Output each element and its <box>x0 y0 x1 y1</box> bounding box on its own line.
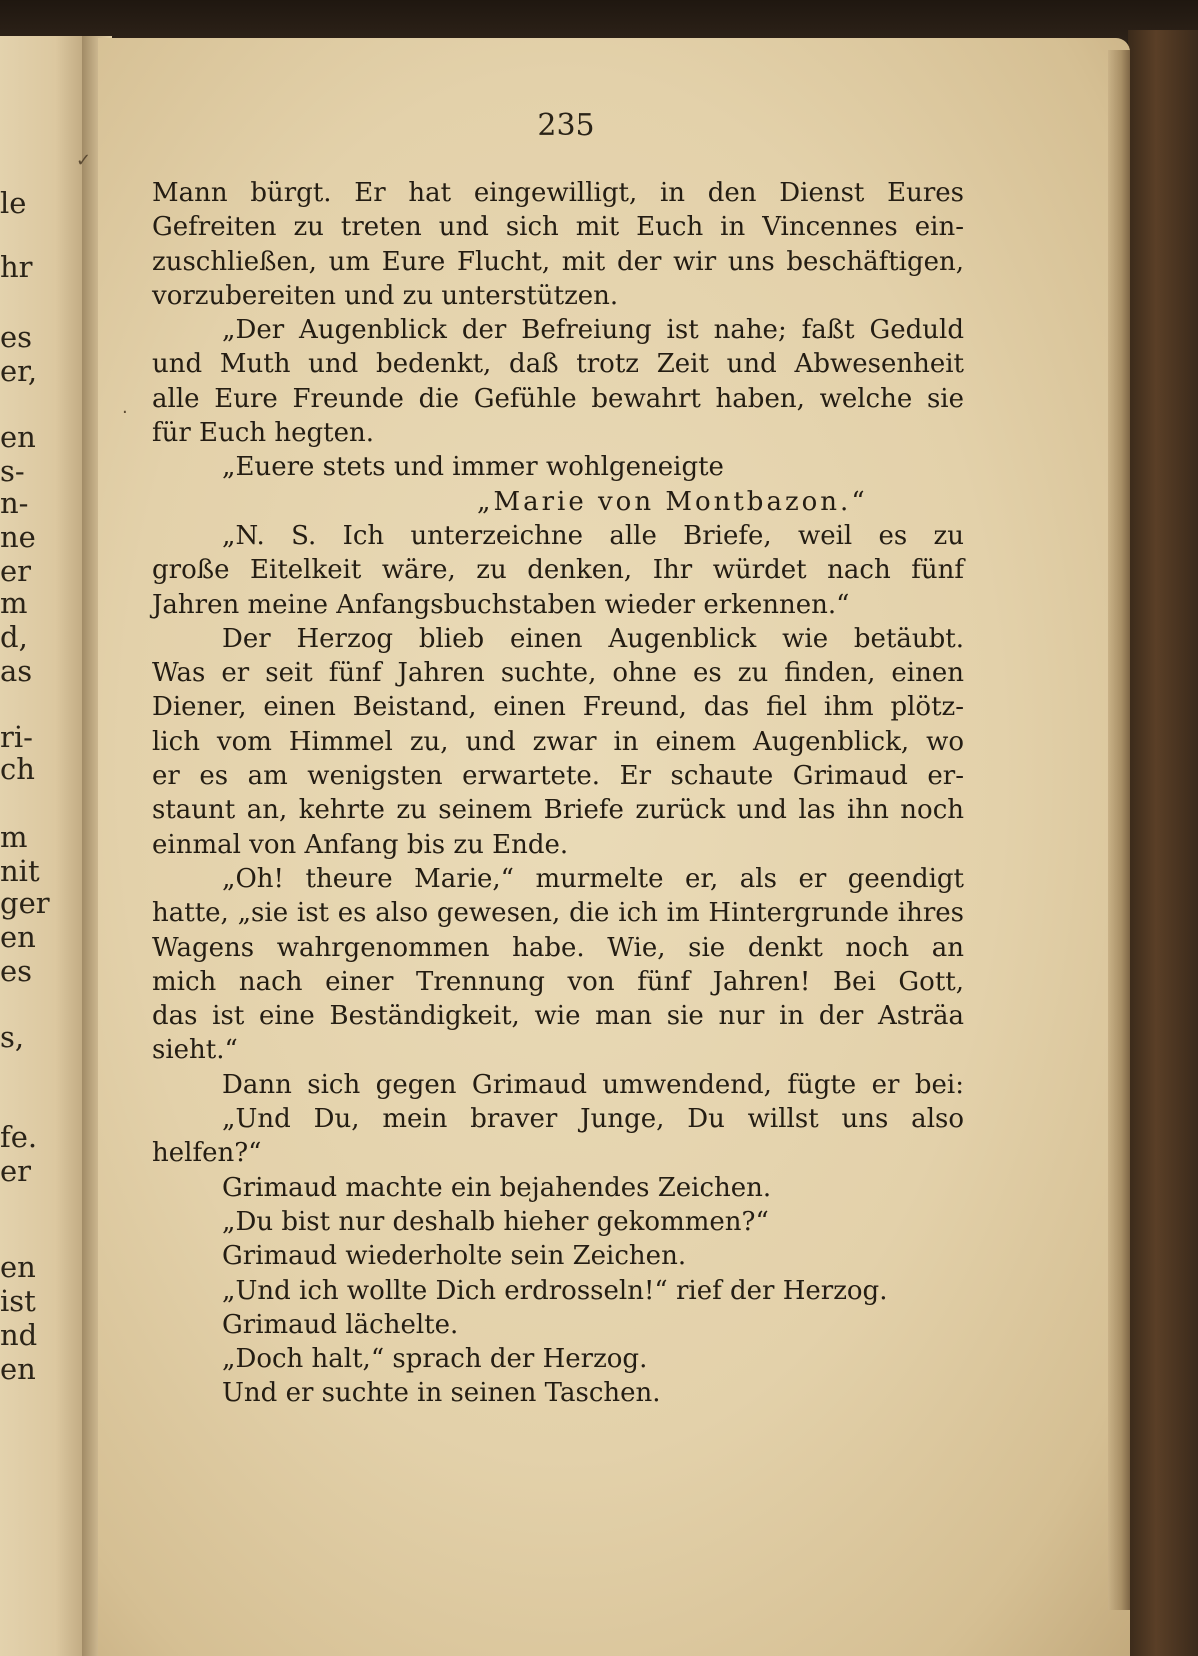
text-line: und Muth und bedenkt, daß trotz Zeit und Abwesenheit <box>152 349 964 380</box>
text-line: Jahren meine Anfangsbuchstaben wieder erkennen.“ <box>152 589 850 620</box>
text-line: „Euere stets und immer wohlgeneigte <box>222 452 724 483</box>
previous-page-fragment: er <box>0 1154 32 1188</box>
text-line: Und er suchte in seinen Taschen. <box>222 1378 661 1409</box>
text-line: „Und Du, mein braver Junge, Du willst uns also <box>222 1104 964 1135</box>
previous-page-fragment: ri- <box>0 720 33 754</box>
text-line: Mann bürgt. Er hat eingewilligt, in den Dienst Eures <box>152 178 964 208</box>
text-line: Was er seit fünf Jahren suchte, ohne es zu finden, einen <box>152 658 964 689</box>
text-line: „Der Augenblick der Befreiung ist nahe; faßt Geduld <box>222 315 964 346</box>
text-line: Grimaud wiederholte sein Zeichen. <box>222 1241 687 1272</box>
text-line: mich nach einer Trennung von fünf Jahren! Bei Gott, <box>152 966 964 997</box>
previous-page-fragment: hr <box>0 250 33 284</box>
text-line: helfen?“ <box>152 1138 262 1169</box>
text-line: hatte, „sie ist es also gewesen, die ich im Hintergrunde ihres <box>152 898 964 929</box>
text-line: einmal von Anfang bis zu Ende. <box>152 829 569 860</box>
previous-page-fragment: nd <box>0 1318 38 1352</box>
tick-mark-icon: ✓ <box>76 150 92 171</box>
text-line: Dann sich gegen Grimaud umwendend, fügte er bei: <box>222 1069 964 1100</box>
previous-page-fragment: es <box>0 320 33 354</box>
previous-page-fragment: er, <box>0 354 38 388</box>
previous-page-fragment: en <box>0 1250 36 1284</box>
previous-page-fragment: ch <box>0 752 35 786</box>
text-line: alle Eure Freunde die Gefühle bewahrt haben, welche sie <box>152 383 964 414</box>
text-line: „Oh! theure Marie,“ murmelte er, als er geendigt <box>222 863 964 894</box>
text-line: Gefreiten zu treten und sich mit Euch in Vincennes ein- <box>152 212 964 243</box>
previous-page-fragment: le <box>0 186 27 220</box>
text-line: staunt an, kehrte zu seinem Briefe zurück und las ihn noch <box>152 795 964 826</box>
text-line: „Und ich wollte Dich erdrosseln!“ rief der Herzog. <box>222 1275 888 1306</box>
previous-page-fragment: n- <box>0 486 29 520</box>
text-line: Der Herzog blieb einen Augenblick wie betäubt. <box>222 623 964 654</box>
previous-page-fragment: as <box>0 654 33 688</box>
text-line: zuschließen, um Eure Flucht, mit der wir uns beschäftigen, <box>152 246 964 277</box>
page-number: 235 <box>537 108 595 143</box>
text-line: für Euch hegten. <box>152 418 374 449</box>
previous-page-fragment: ne <box>0 520 36 554</box>
text-line: Diener, einen Beistand, einen Freund, das fiel ihm plötz- <box>152 692 964 723</box>
letter-signature: „Marie von Montbazon.“ <box>477 486 868 517</box>
text-line: „Du bist nur deshalb hieher gekommen?“ <box>222 1206 769 1237</box>
book-cover-top <box>0 0 1198 42</box>
page-text <box>152 176 964 1411</box>
previous-page-fragment: m <box>0 820 28 854</box>
text-line: lich vom Himmel zu, und zwar in einem Augenblick, wo <box>152 726 964 757</box>
previous-page-fragment: ger <box>0 886 50 920</box>
previous-page-edge <box>0 36 92 1656</box>
previous-page-fragment: nit <box>0 854 40 888</box>
ink-dot-icon: · <box>122 402 128 423</box>
previous-page-fragment: en <box>0 920 36 954</box>
text-line: Grimaud machte ein bejahendes Zeichen. <box>222 1172 772 1203</box>
text-line: große Eitelkeit wäre, zu denken, Ihr würdet nach fünf <box>152 555 964 586</box>
previous-page-fragment: s- <box>0 454 25 488</box>
previous-page-fragment: fe. <box>0 1120 38 1154</box>
text-line: er es am wenigsten erwartete. Er schaute Grimaud er- <box>152 761 964 792</box>
text-line: sieht.“ <box>152 1035 238 1066</box>
previous-page-fragment: d, <box>0 620 28 654</box>
text-line: vorzubereiten und zu unterstützen. <box>152 280 619 311</box>
book-cover-edge <box>1128 30 1198 1656</box>
text-line: Wagens wahrgenommen habe. Wie, sie denkt noch an <box>152 932 964 963</box>
page-edge-shadow <box>1108 50 1130 1610</box>
previous-page-fragment: s, <box>0 1020 25 1054</box>
previous-page-fragment: es <box>0 954 33 988</box>
text-line: Grimaud lächelte. <box>222 1309 459 1340</box>
previous-page-fragment: er <box>0 554 32 588</box>
text-line: das ist eine Beständigkeit, wie man sie nur in der Asträa <box>152 1001 964 1032</box>
previous-page-fragment: en <box>0 420 36 454</box>
previous-page-fragment: en <box>0 1352 36 1386</box>
text-line: „Doch halt,“ sprach der Herzog. <box>222 1344 648 1375</box>
previous-page-fragment: m <box>0 586 28 620</box>
previous-page-fragment: ist <box>0 1284 36 1318</box>
text-line: „N. S. Ich unterzeichne alle Briefe, weil es zu <box>222 520 964 551</box>
